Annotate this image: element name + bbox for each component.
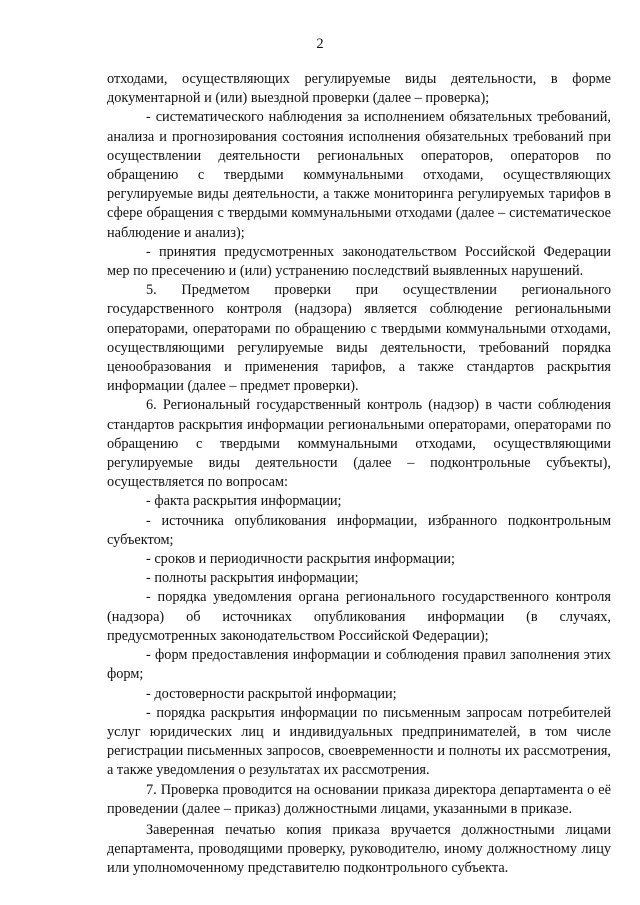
- paragraph: 5. Предметом проверки при осуществлении регионального государственного контроля (надзора) является соблюдение региональными операторами, операторами по обращению с твердыми коммунальными отходами, осуществляющими регулируемые виды деятельности, требований порядка ценообразования и применения тарифов, а также стандартов раскрытия информации (далее – предмет проверки).: [107, 282, 611, 395]
- paragraph: 6. Региональный государственный контроль (надзор) в части соблюдения стандартов раскрытия информации региональными операторами, операторами по обращению с твердыми коммунальными отходами, осуществляющими регулируемые виды деятельности (далее – подконтрольные субъекты), осуществляется по вопросам:: [107, 397, 611, 491]
- paragraph: 7. Проверка проводится на основании приказа директора департамента о её проведении (далее – приказ) должностными лицами, указанными в приказе.: [107, 781, 611, 817]
- paragraph: - принятия предусмотренных законодательством Российской Федерации мер по пресечению и (или) устранению последствий выявленных нарушений.: [107, 243, 611, 280]
- page-number: 2: [316, 36, 324, 52]
- list-item: - полноты раскрытия информации;: [146, 570, 359, 587]
- list-item: - источника опубликования информации, избранного подконтрольным субъектом;: [107, 512, 611, 548]
- list-item: - достоверности раскрытой информации;: [146, 685, 397, 702]
- paragraph: отходами, осуществляющих регулируемые виды деятельности, в форме документарной и (или) выездной проверки (далее – проверка);: [107, 71, 611, 107]
- document-body: [107, 70, 611, 879]
- list-item: - сроков и периодичности раскрытия информации;: [146, 551, 455, 568]
- list-item: - форм предоставления информации и соблюдения правил заполнения этих форм;: [107, 647, 611, 683]
- paragraph: - систематического наблюдения за исполнением обязательных требований, анализа и прогнозирования состояния исполнения обязательных требований при осуществлении деятельности региональных операторов, операторов по обращению с твердыми коммунальными отходами, осуществляющих регулируемые виды деятельности, а также мониторинга регулируемых тарифов в сфере обращения с твердыми коммунальными отходами (далее – систематическое наблюдение и анализ);: [107, 109, 611, 241]
- list-item: - порядка раскрытия информации по письменным запросам потребителей услуг юридических лиц и индивидуальных предпринимателей, в том числе регистрации письменных запросов, своевременности и полноты их рассмотрения, а также уведомления о результатах их рассмотрения.: [107, 704, 611, 779]
- paragraph: Заверенная печатью копия приказа вручается должностными лицами департамента, проводящими проверку, руководителю, иному должностному лицу или уполномоченному представителю подконтрольного субъекта.: [107, 821, 611, 877]
- list-item: - факта раскрытия информации;: [146, 493, 342, 510]
- list-item: - порядка уведомления органа регионального государственного контроля (надзора) об источниках опубликования информации (в случаях, предусмотренных законодательством Российской Федерации);: [107, 589, 611, 644]
